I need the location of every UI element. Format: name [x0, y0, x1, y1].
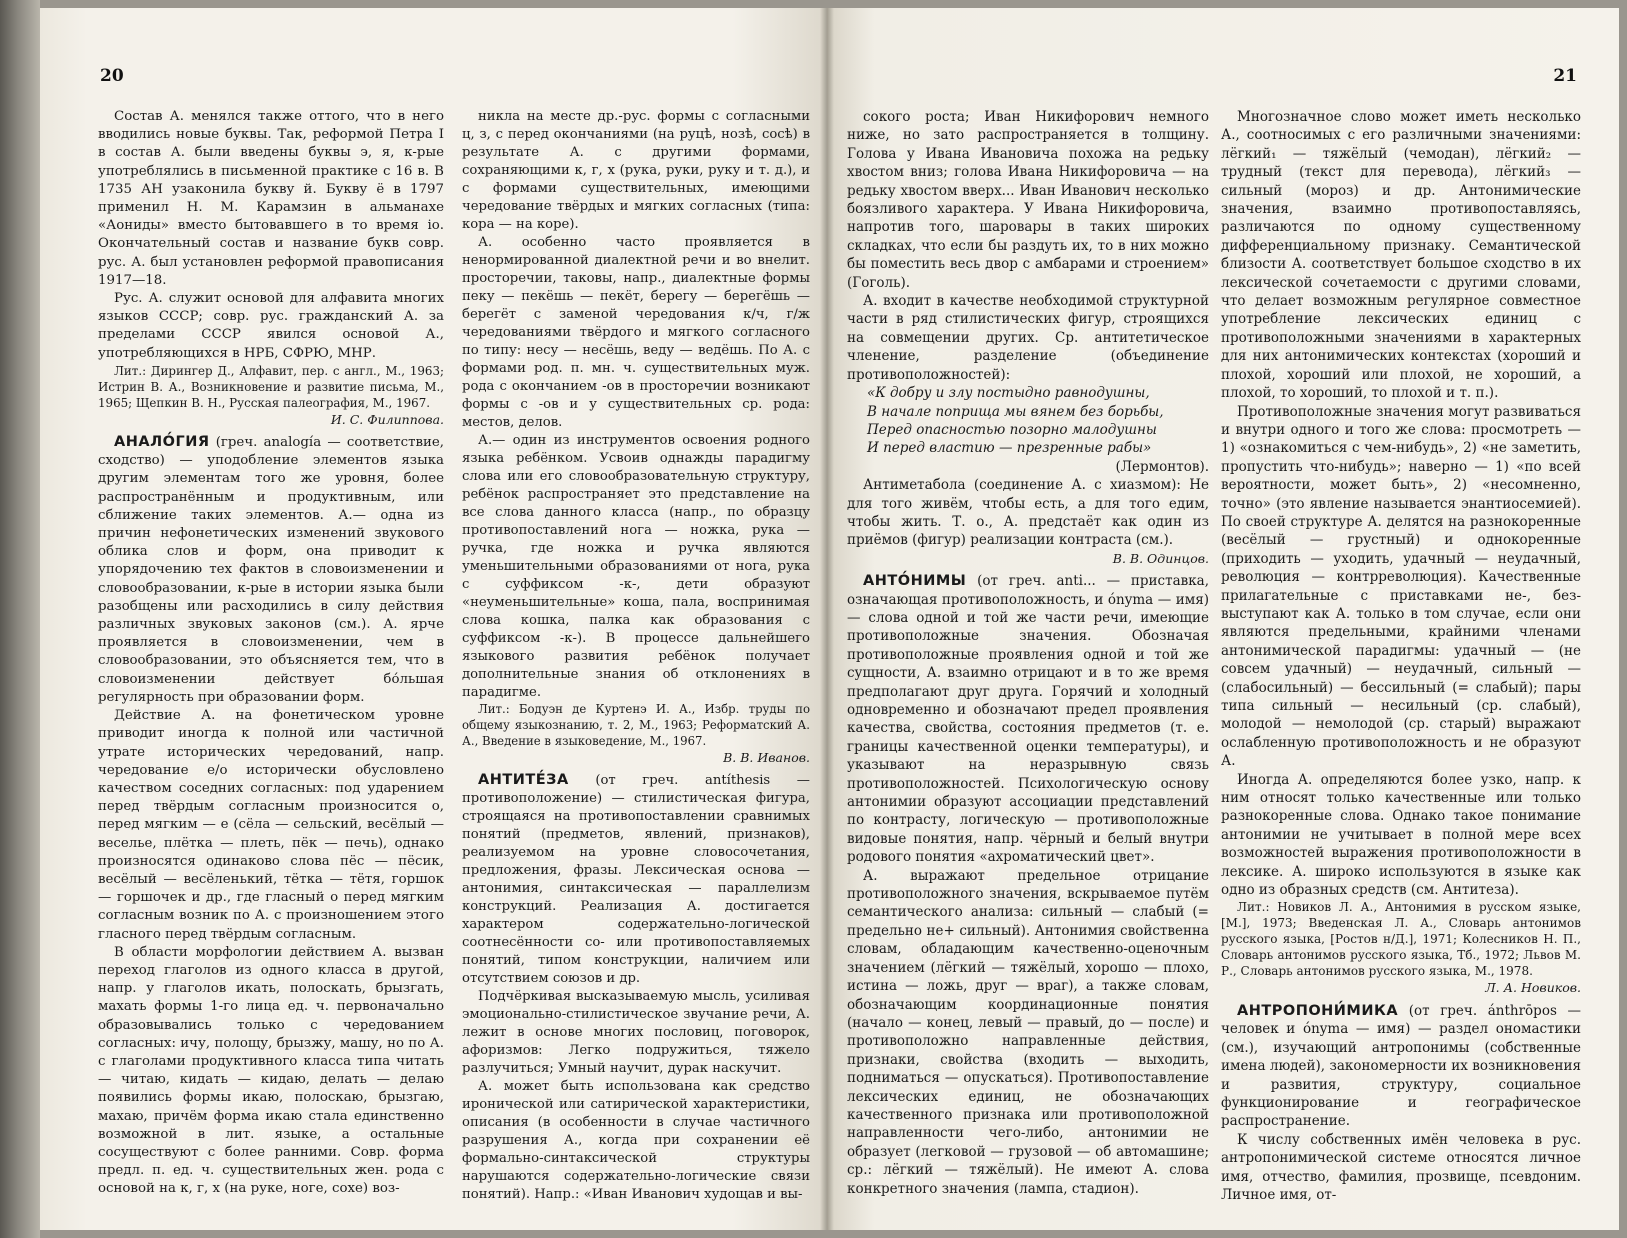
verse-author: (Лермонтов). [1115, 458, 1209, 475]
paragraph: В области морфологии действием А. вызван переход глаголов из одного класса в другой, напр. у глаголов икать, полоскать, брызгать, махать формы 1-го лица ед. ч. первоначально образовывались только с чередованием согласных: ичу, полощу, брызжу, машу, но по А. с глаголами продуктивного класса типа читать — читаю, кидать — кидаю, делать — делаю появились формы икаю, полоскаю, брызгаю, махаю, причём форма икаю стала единственно возможной в лит. языке, а остальные сосуществуют с более ранними. Совр. форма предл. п. ед. ч. существительных жен. рода с основой на к, г, х (на руке, ноге, сохе) воз- [98, 944, 444, 1197]
verse-line: В начале поприща мы вянем без борьбы, [867, 403, 1164, 420]
paragraph: никла на месте др.-рус. формы с согласными ц, з, с перед окончаниями (на руцѣ, нозѣ, сосѣ) в результате А. с другими формами, сохраняющими к, г, х (рука, руки, руку и т. д.), и с формами существительных, имеющими чередование твёрдых и мягких согласных (типа: кора — на коре). [462, 109, 810, 232]
paragraph: К числу собственных имён человека в рус. антропонимической системе относятся личное имя, отчество, фамилия, прозвище, псевдоним. Личное имя, от- [1221, 1131, 1581, 1203]
paragraph: А. может быть использована как средство иронической или сатирической характеристики, описания (в особенности в случае частичного разрушения А., когда при сохранении её формально-синтаксической структуры нарушаются содержательно-логические связи понятий). Напр.: «Иван Иванович худощав и вы- [462, 1079, 810, 1203]
verse-line: «К добру и злу постыдно равнодушны, [867, 385, 1150, 402]
entry-text: (греч. analogía — соответствие, сходство) — уподобление элементов языка другим элементам того же уровня, более распространённым и продуктивным, или сближение таких элементов. А.— одна из причин нефонетических изменений звукового облика слов и форм, она приводит к упорядочению тех фактов в словоизменении и словообразовании, к-рые в истории языка были разобщены или расходились в силу действия различных звуковых законов (см.). А. ярче проявляется в словоизменении, чем в словообразовании, это объясняется тем, что в словоизменении действует бо́льшая регулярность при образовании форм. [98, 435, 444, 705]
author-signature: В. В. Одинцов. [1112, 550, 1209, 566]
paragraph: А. входит в качестве необходимой структурной части в ряд стилистических фигур, строящихся на совмещении других. Ср. антитетическое членение, разделение (объединение противоположностей): [847, 293, 1209, 383]
dictionary-entry [847, 572, 1209, 867]
paragraph: А. особенно часто проявляется в ненормированной диалектной речи и во внелит. просторечии, таковы, напр., диалектные формы пеку — пекёшь — пекёт, берегу — берегёшь — берегёт с заменой чередования к/ч, г/ж чередованиями твёрдого и мягкого согласного по типу: несу — несёшь, веду — ведёшь. По А. с формами род. п. мн. ч. существительных муж. рода с окончанием -ов в просторечии возникают формы с -ов и у существительных ср. рода: местов, делов. [462, 235, 810, 430]
column-2 [462, 108, 810, 1204]
paragraph: Рус. А. служит основой для алфавита многих языков СССР; совр. рус. гражданский А. за пределами СССР явился основой А., употребляющихся в НРБ, СФРЮ, МНР. [98, 291, 444, 361]
dictionary-entry [98, 433, 444, 707]
author-signature: В. В. Иванов. [723, 750, 810, 766]
book-spine-shadow [820, 8, 834, 1230]
paragraph: А. выражают предельное отрицание противоположного значения, вскрываемое путём семантического анализа: сильный — слабый (= предельно не+ сильный). Антонимия свойственна словам, обладающим качественно-оценочным значением (лёгкий — тяжёлый, хорошо — плохо, истина — ложь, друг — враг), а также словам, обозначающим координационные понятия (начало — конец, левый — правый, до — после) и противоположно направленные действия, признаки, свойства (входить — выходить, подниматься — опускаться). Противопоставление лексических единиц, не обозначающих качественного признака или противоположной направленности чего-либо, антонимии не образует (легковой — грузовой — об автомашине; ср.: лёгкий — тяжёлый). Не имеют А. слова конкретного значения (лампа, стадион). [847, 867, 1209, 1197]
paragraph: Противоположные значения могут развиваться и внутри одного и того же слова: просмотреть — 1) «ознакомиться с чем-нибудь», 2) «не заметить, пропустить что-нибудь»; наверно — 1) «по всей вероятности, может быть», 2) «несомненно, точно» (это явление называется энантиосемией). По своей структуре А. делятся на разнокоренные (весёлый — грустный) и однокоренные (приходить — уходить, удачный — неудачный, революция — контрреволюция). Качественные прилагательные с приставками не-, без- выступают как А. только в том случае, если они являются предельными, крайними членами антонимической парадигмы: удачный — (не совсем удачный) — неудачный, сильный — (слабосильный) — бессильный (= слабый); пары типа сильный — несильный (ср. слабый), молодой — немолодой (ср. старый) выражают ослабленную противоположность и не образуют А. [1221, 403, 1581, 770]
dictionary-entry [462, 771, 810, 988]
entry-text: (от греч. ánthrōpos — человек и ónyma — имя) — раздел ономастики (см.), изучающий антропонимы (собственные имена людей), закономерности их возникновения и развития, структуру, социальное функционирование и географическое распространение. [1221, 1002, 1581, 1130]
entry-headword: АНТО́НИМЫ [863, 573, 967, 590]
column-3 [847, 108, 1209, 1198]
entry-text: (от греч. anti... — приставка, означающая противоположность, и ónyma — имя) — слова одной и той же части речи, имеющие противоположные значения. Обозначая противоположные проявления одной и той же сущности, А. взаимно отрицают и в то же время предполагают друг друга. Горячий и холодный одновременно и обозначают предел проявления качества, свойства, состояния предметов (т. е. границы качественной оценки температуры), и указывают на неразрывную связь противоположностей. Психологическую основу антонимии образуют ассоциации представлений по контрасту, логическую — противоположные видовые понятия, напр. чёрный и белый внутри родового понятия «ахроматический цвет». [847, 573, 1209, 866]
author-signature: Л. А. Новиков. [1485, 980, 1581, 996]
column-4 [1221, 108, 1581, 1204]
paragraph: Состав А. менялся также оттого, что в него вводились новые буквы. Так, реформой Петра I в состав А. были введены буквы э, я, к-рые употреблялись в письменной практике с 16 в. В 1735 АН узаконила букву й. Букву ё в 1797 применил Н. М. Карамзин в альманахе «Аониды» вместо бытовавшего в то время іо. Окончательный состав и название букв совр. рус. А. был установлен реформой правописания 1917—18. [98, 109, 444, 288]
entry-headword: АНАЛО́ГИЯ [114, 434, 210, 451]
verse-line: Перед опасностью позорно малодушны [867, 421, 1157, 438]
page-right [827, 8, 1619, 1230]
paragraph: А.— один из инструментов освоения родного языка ребёнком. Усвоив однажды парадигму слова или его словообразовательную структуру, ребёнок распространяет это представление на все слова данного класса (напр., по образцу противопоставлений нога — ножка, рука — ручка, где ножка и ручка являются уменьшительными образованиями от нога, рука с суффиксом -к-, дети образуют «неуменьшительные» коша, пала, воспринимая слова кошка, палка как образования с суффиксом -к-). В процессе дальнейшего языкового развития ребёнок получает дополнительные знания об отклонениях в парадигме. [462, 433, 810, 700]
paragraph: Подчёркивая высказываемую мысль, усиливая эмоционально-стилистическое звучание речи, А. лежит в основе многих пословиц, поговорок, афоризмов: Легко подружиться, тяжело разлучиться; Умный научит, дурак наскучит. [462, 989, 810, 1077]
paragraph: Иногда А. определяются более узко, напр. к ним относят только качественные или только разнокоренные слова. Однако такое понимание антонимии не учитывает в полной мере всех возможностей выражения противоположности в лексике. А. широко используются в языке как одно из образных средств (см. Антитеза). [1221, 771, 1581, 899]
literature-reference: Лит.: Дирингер Д., Алфавит, пер. с англ., М., 1963; Истрин В. А., Возникновение и развитие письма, М., 1965; Щепкин В. Н., Русская палеография, М., 1967. [98, 363, 444, 410]
author-signature: И. С. Филиппова. [330, 411, 444, 427]
entry-headword: АНТРОПОНИ́МИКА [1237, 1002, 1399, 1019]
literature-reference: Лит.: Бодуэн де Куртенэ И. А., Избр. труды по общему языкознанию, т. 2, М., 1963; Реформатский А. А., Введение в языковедение, М., 1967. [462, 702, 810, 748]
page-number-left: 20 [100, 66, 124, 86]
paragraph: Антиметабола (соединение А. с хиазмом): Не для того живём, чтобы есть, а для того едим, чтобы жить. Т. о., А. предстаёт как один из приёмов (фигур) реализации контраста (см.). [847, 477, 1209, 549]
paragraph: Многозначное слово может иметь несколько А., соотносимых с его различными значениями: лёгкий₁ — тяжёлый (чемодан), лёгкий₂ — трудный (текст для перевода), лёгкий₃ — сильный (мороз) и др. Антонимические значения, взаимно противопоставляясь, различаются по одному существенному дифференциальному признаку. Семантической близости А. соответствует большое сходство в их лексической сочетаемости с другими словами, что делает возможным регулярное совместное употребление лексических единиц с противоположными значениями в характерных для них антонимических контекстах (хороший и плохой, хороший или плохой, не хороший, а плохой, то хороший, то плохой и т. п.). [1221, 109, 1581, 402]
entry-headword: АНТИТЕ́ЗА [478, 772, 569, 789]
literature-reference: Лит.: Новиков Л. А., Антонимия в русском языке, [М.], 1973; Введенская Л. А., Словарь антонимов русского языка, [Ростов н/Д.], 1971; Колесников Н. П., Словарь антонимов русского языка, Тб., 1972; Львов М. Р., Словарь антонимов русского языка, М., 1978. [1221, 900, 1581, 979]
page-number-right: 21 [1553, 66, 1577, 86]
page-left [40, 8, 827, 1230]
entry-text: (от греч. antíthesis — противоположение) — стилистическая фигура, строящаяся на противопоставлении сравнимых понятий (предметов, явлений, признаков), реализуемом на уровне словосочетания, предложения, фразы. Лексическая основа — антонимия, синтаксическая — параллелизм конструкций. Реализация А. достигается характером содержательно-логической соотнесённости со- или противопоставляемых понятий, типом конструкции, наличием или отсутствием союзов и др. [462, 773, 810, 987]
dictionary-entry [1221, 1002, 1581, 1131]
book-edge [0, 0, 40, 1238]
verse-line: И перед властию — презренные рабы» [867, 440, 1152, 457]
column-1 [98, 108, 444, 1199]
paragraph: сокого роста; Иван Никифорович немного ниже, но зато распространяется в толщину. Голова у Ивана Ивановича похожа на редьку хвостом вниз; голова Ивана Никифоровича — на редьку хвостом вверх... Иван Иванович несколько боязливого характера. У Ивана Никифоровича, напротив того, шаровары в таких широких складках, что если бы раздуть их, то в них можно бы поместить весь двор с амбарами и строением» (Гоголь). [847, 109, 1209, 291]
paragraph: Действие А. на фонетическом уровне приводит иногда к полной или частичной утрате исторических чередований, напр. чередование е/о исторически обусловлено качеством соседних согласных: под ударением перед твёрдым согласным произносится о, перед мягким — е (сёла — сельский, весёлый — веселье, плётка — плеть, пёк — печь), однако произносятся одинаково слова пёс — пёсик, весёлый — весёленький, тётка — тётя, горшок — горшочек и др., где гласный о перед мягким согласным возник по А. с произношением этого гласного перед твёрдым согласным. [98, 708, 444, 942]
